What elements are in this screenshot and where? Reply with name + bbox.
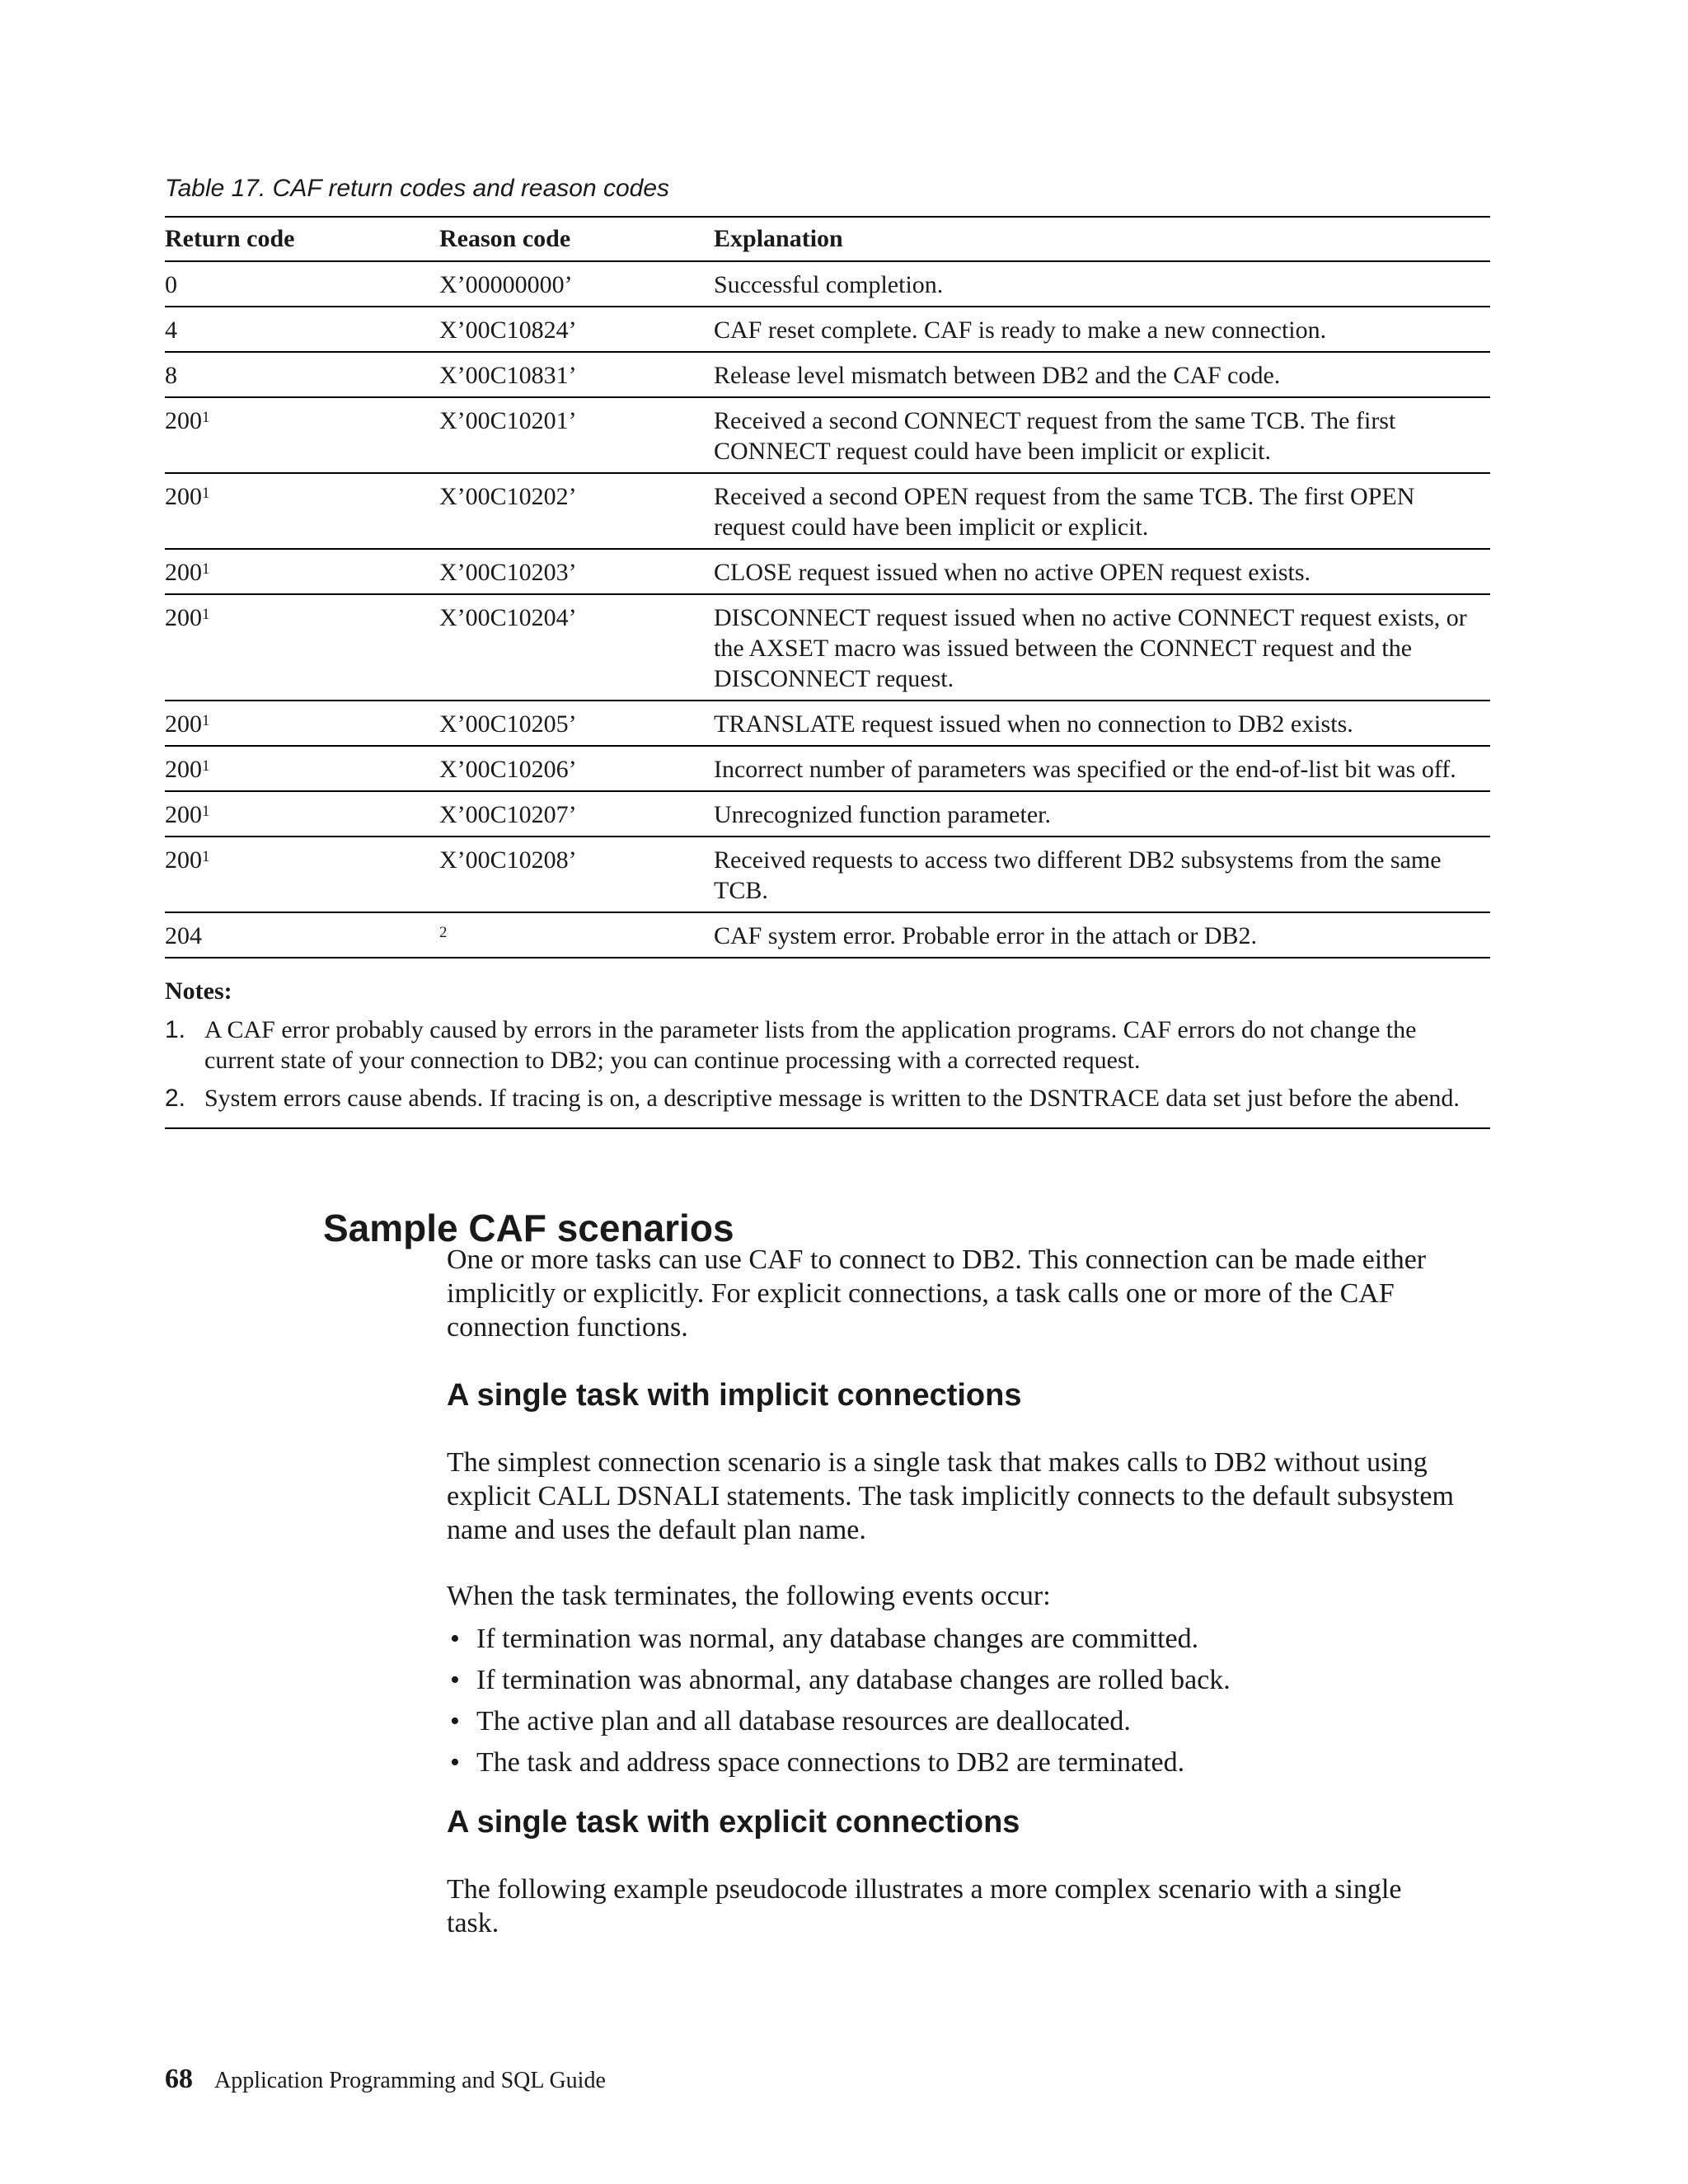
reason-code-value: X’00C10204’ [439, 604, 577, 631]
table-row [165, 746, 1490, 791]
section-title: Sample CAF scenarios [323, 1207, 734, 1249]
cell-explanation: DISCONNECT request issued when no active CONNECT request exists, or the AXSET macro was issued between the CONNECT request and the DISCONNECT request. [714, 594, 1490, 701]
cell-return-code [165, 352, 439, 397]
return-code-value: 200 [165, 801, 202, 828]
cell-return-code [165, 397, 439, 473]
note-item [165, 1015, 1490, 1076]
notes-title: Notes: [165, 977, 232, 1005]
reason-code-value: X’00C10824’ [439, 316, 577, 344]
caf-codes-table [165, 216, 1490, 958]
cell-reason-code [439, 594, 714, 701]
section-intro: One or more tasks can use CAF to connect to DB2. This connection can be made either implicitly or explicitly. For explicit connections, a task calls one or more of the CAF connection functions. [447, 1244, 1427, 1343]
table-row [165, 594, 1490, 701]
reason-code-value: X’00C10831’ [439, 362, 577, 389]
cell-reason-code [439, 701, 714, 746]
cell-explanation: Received a second CONNECT request from the same TCB. The first CONNECT request could have been implicit or explicit. [714, 397, 1490, 473]
footnote-ref: 1 [202, 485, 210, 502]
cell-return-code [165, 837, 439, 912]
cell-reason-code [439, 912, 714, 958]
cell-explanation: CLOSE request issued when no active OPEN request exists. [714, 549, 1490, 594]
implicit-paragraph-1: The simplest connection scenario is a single task that makes calls to DB2 without using explicit CALL DSNALI statements. The task implicitly connects to the default subsystem name and uses the default plan name. [447, 1447, 1454, 1545]
header-explanation: Explanation [714, 217, 1490, 261]
return-code-value: 200 [165, 483, 202, 510]
cell-explanation: CAF reset complete. CAF is ready to make a new connection. [714, 307, 1490, 352]
cell-return-code [165, 701, 439, 746]
reason-code-value: X’00C10206’ [439, 756, 577, 783]
cell-explanation: CAF system error. Probable error in the attach or DB2. [714, 912, 1490, 958]
return-code-value: 200 [165, 407, 202, 434]
table-body [165, 261, 1490, 958]
return-code-value: 200 [165, 710, 202, 738]
table-row [165, 352, 1490, 397]
footnote-ref: 2 [439, 924, 448, 941]
table-row [165, 791, 1490, 837]
header-return-code: Return code [165, 217, 439, 261]
footnote-ref: 1 [202, 712, 210, 729]
cell-explanation: Release level mismatch between DB2 and the CAF code. [714, 352, 1490, 397]
cell-reason-code [439, 397, 714, 473]
cell-reason-code [439, 307, 714, 352]
footnote-ref: 1 [202, 803, 210, 820]
table-row [165, 701, 1490, 746]
table-row [165, 261, 1490, 307]
header-reason-code: Reason code [439, 217, 714, 261]
table-row [165, 473, 1490, 549]
return-code-value: 200 [165, 846, 202, 874]
explicit-paragraph-1: The following example pseudocode illustrates a more complex scenario with a single task. [447, 1874, 1402, 1938]
table-notes [165, 976, 1490, 1129]
reason-code-value: X’00C10205’ [439, 710, 577, 738]
list-item: • If termination was abnormal, any database changes are rolled back. [447, 1663, 1461, 1697]
page-footer [165, 2064, 606, 2095]
return-code-value: 200 [165, 604, 202, 631]
table-row [165, 912, 1490, 958]
table-row [165, 549, 1490, 594]
cell-return-code [165, 261, 439, 307]
cell-reason-code [439, 261, 714, 307]
cell-reason-code [439, 746, 714, 791]
cell-explanation: TRANSLATE request issued when no connection to DB2 exists. [714, 701, 1490, 746]
termination-events-list [447, 1622, 1461, 1787]
table-caption: Table 17. CAF return codes and reason codes [165, 175, 670, 202]
footnote-ref: 1 [202, 606, 210, 623]
note-text: A CAF error probably caused by errors in the parameter lists from the application programs. CAF errors do not change the current state of your connection to DB2; you can continue processing with a corrected request. [204, 1016, 1417, 1074]
reason-code-value: X’00C10201’ [439, 407, 577, 434]
cell-explanation: Successful completion. [714, 261, 1490, 307]
reason-code-value: X’00C10207’ [439, 801, 577, 828]
table-row [165, 397, 1490, 473]
return-code-value: 200 [165, 559, 202, 586]
footnote-ref: 1 [202, 409, 210, 426]
return-code-value: 204 [165, 922, 202, 949]
list-item: • The active plan and all database resources are deallocated. [447, 1704, 1461, 1738]
cell-explanation: Received requests to access two different DB2 subsystems from the same TCB. [714, 837, 1490, 912]
caf-codes-table-container [165, 216, 1490, 958]
list-item: • If termination was normal, any database changes are committed. [447, 1622, 1461, 1656]
cell-return-code [165, 473, 439, 549]
cell-return-code [165, 791, 439, 837]
cell-return-code [165, 549, 439, 594]
page-number: 68 [165, 2064, 193, 2094]
return-code-value: 8 [165, 362, 177, 389]
reason-code-value: X’00C10202’ [439, 483, 577, 510]
cell-reason-code [439, 549, 714, 594]
footnote-ref: 1 [202, 560, 210, 578]
list-item: • The task and address space connections to DB2 are terminated. [447, 1746, 1461, 1779]
return-code-value: 200 [165, 756, 202, 783]
cell-return-code [165, 594, 439, 701]
implicit-heading: A single task with implicit connections [447, 1378, 1022, 1413]
cell-reason-code [439, 791, 714, 837]
cell-explanation: Received a second OPEN request from the same TCB. The first OPEN request could have been implicit or explicit. [714, 473, 1490, 549]
footnote-ref: 1 [202, 848, 210, 865]
table-row [165, 307, 1490, 352]
book-title: Application Programming and SQL Guide [214, 2068, 606, 2093]
return-code-value: 4 [165, 316, 177, 344]
return-code-value: 0 [165, 271, 177, 298]
reason-code-value: X’00000000’ [439, 271, 573, 298]
explicit-heading: A single task with explicit connections [447, 1805, 1020, 1840]
cell-explanation: Unrecognized function parameter. [714, 791, 1490, 837]
cell-explanation: Incorrect number of parameters was specified or the end-of-list bit was off. [714, 746, 1490, 791]
cell-reason-code [439, 837, 714, 912]
cell-reason-code [439, 473, 714, 549]
cell-return-code [165, 746, 439, 791]
table-header-row [165, 217, 1490, 261]
note-item [165, 1083, 1490, 1113]
implicit-paragraph-2: When the task terminates, the following events occur: [447, 1581, 1051, 1611]
reason-code-value: X’00C10203’ [439, 559, 577, 586]
cell-return-code [165, 912, 439, 958]
footnote-ref: 1 [202, 757, 210, 775]
reason-code-value: X’00C10208’ [439, 846, 577, 874]
note-number: 1. [165, 1016, 186, 1043]
note-number: 2. [165, 1085, 186, 1112]
table-row [165, 837, 1490, 912]
cell-return-code [165, 307, 439, 352]
cell-reason-code [439, 352, 714, 397]
note-text: System errors cause abends. If tracing is on, a descriptive message is written to the DSNTRACE data set just before the abend. [204, 1085, 1460, 1112]
